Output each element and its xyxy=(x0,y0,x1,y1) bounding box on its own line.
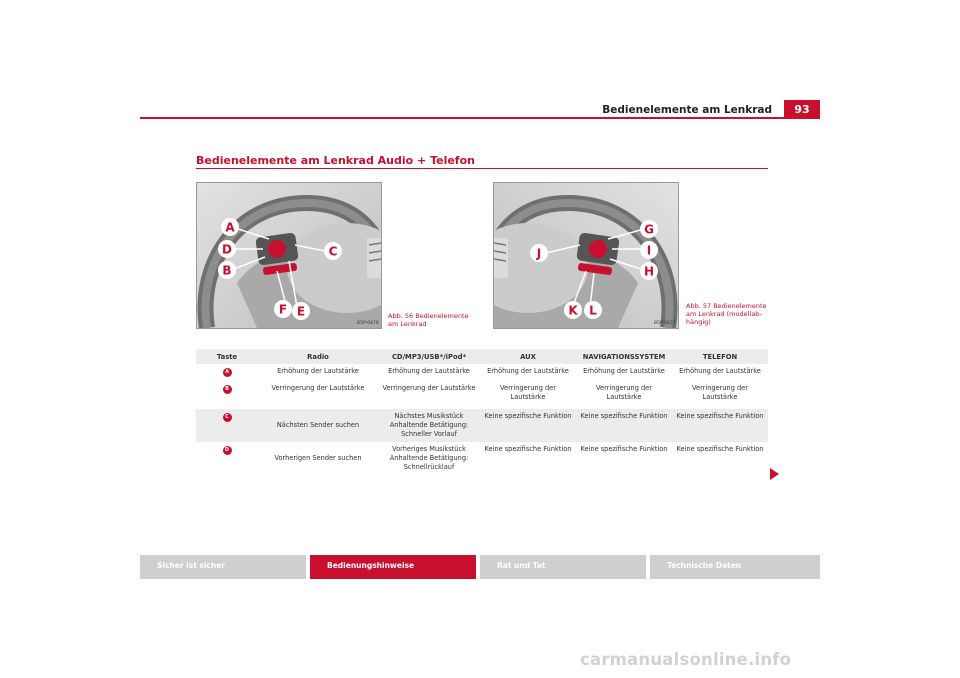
figure2-caption-text2: am Lenkrad (modellab- xyxy=(686,310,762,318)
table-header: AUX xyxy=(480,349,576,364)
table-cell: Nächsten Sender suchen xyxy=(258,409,378,442)
table-header-row xyxy=(196,349,768,364)
table-cell: Erhöhung der Lautstärke xyxy=(583,367,665,375)
section-divider xyxy=(196,168,768,169)
callout-c: C xyxy=(328,244,338,259)
section-title: Bedienelemente am Lenkrad Audio + Telefon xyxy=(196,154,475,167)
table-cell: Keine spezifische Funktion xyxy=(580,445,668,453)
table-row xyxy=(196,364,768,381)
controls-table xyxy=(196,349,768,475)
figure2-caption-num: Abb. 57 xyxy=(686,302,712,310)
figure2-code: B5P-0471 xyxy=(654,321,676,326)
watermark: carmanualsonline.info xyxy=(580,650,792,669)
figure2-caption-text3: hängig) xyxy=(686,318,711,326)
figure1-code: B5P-0470 xyxy=(357,321,379,326)
table-cell: Keine spezifische Funktion xyxy=(672,409,768,442)
table-cell: Keine spezifische Funktion xyxy=(576,409,672,442)
table-header: Taste xyxy=(196,349,258,364)
table-header: CD/MP3/USB*/iPod* xyxy=(378,349,480,364)
table-row xyxy=(196,409,768,442)
figure1-caption-num: Abb. 56 xyxy=(388,312,414,320)
figure1-caption-text: Bedienelemente xyxy=(415,312,469,320)
table-row xyxy=(196,381,768,409)
table-cell-key xyxy=(196,409,258,442)
table-cell: Erhöhung der Lautstärke xyxy=(487,367,569,375)
header-divider xyxy=(140,117,820,119)
table-header: Radio xyxy=(258,349,378,364)
footer-tab-sicher[interactable]: Sicher ist sicher xyxy=(140,555,306,579)
figure-steering-wheel-right xyxy=(493,182,679,329)
figure1-caption-text2: am Lenkrad xyxy=(388,320,427,328)
table-cell: Erhöhung der Lautstärke xyxy=(277,367,359,375)
figure-steering-wheel-left xyxy=(196,182,382,329)
table-cell: Verringerung der Lautstärke xyxy=(271,384,365,392)
figure1-caption xyxy=(388,312,483,328)
table-cell: Keine spezifische Funktion xyxy=(676,445,764,453)
table-row xyxy=(196,442,768,475)
table-cell: Vorheriges Musikstück Anhaltende Betätigung: Schnellrücklauf xyxy=(389,445,469,471)
table-cell: Verringerung der Lautstärke xyxy=(596,384,652,401)
table-cell: Verringerung der Lautstärke xyxy=(692,384,748,401)
figure2-caption-text: Bedienelemente xyxy=(713,302,767,310)
table-cell: Vorherigen Sender suchen xyxy=(274,454,362,462)
table-cell: Erhöhung der Lautstärke xyxy=(679,367,761,375)
figure2-caption xyxy=(686,302,776,326)
footer-tab-bedienungshinweise[interactable]: Bedienungshinweise xyxy=(310,555,476,579)
table-cell: Verringerung der Lautstärke xyxy=(500,384,556,401)
page-number: 93 xyxy=(784,100,820,119)
key-badge: B xyxy=(223,385,232,394)
callout-j: J xyxy=(536,246,542,261)
table-header: NAVIGATIONSSYSTEM xyxy=(576,349,672,364)
footer-tab-rat-und-tat[interactable]: Rat und Tat xyxy=(480,555,646,579)
table-cell-key xyxy=(196,442,258,475)
key-badge: C xyxy=(223,413,232,422)
footer-tab-technische-daten[interactable]: Technische Daten xyxy=(650,555,820,579)
table-cell-key xyxy=(196,381,258,409)
table-cell: Keine spezifische Funktion xyxy=(484,445,572,453)
callout-a: A xyxy=(225,220,235,235)
table-cell: Nächstes Musikstück Anhaltende Betätigung: Schneller Vorlauf xyxy=(378,409,480,442)
table-cell: Verringerung der Lautstärke xyxy=(382,384,476,392)
callout-h: H xyxy=(643,264,655,279)
callout-k: K xyxy=(568,303,578,318)
table-cell-key xyxy=(196,364,258,381)
key-badge: A xyxy=(223,368,232,377)
table-header: TELEFON xyxy=(672,349,768,364)
table-cell: Keine spezifische Funktion xyxy=(480,409,576,442)
callout-e: E xyxy=(296,304,306,319)
callout-b: B xyxy=(222,263,232,278)
next-page-arrow-icon[interactable] xyxy=(770,468,779,480)
table-cell: Erhöhung der Lautstärke xyxy=(388,367,470,375)
callout-d: D xyxy=(222,242,232,257)
page-header-title: Bedienelemente am Lenkrad xyxy=(602,104,772,116)
callout-i: I xyxy=(646,243,652,258)
callout-l: L xyxy=(589,303,597,318)
callout-g: G xyxy=(644,222,654,237)
key-badge: D xyxy=(223,446,232,455)
callout-f: F xyxy=(278,302,288,317)
